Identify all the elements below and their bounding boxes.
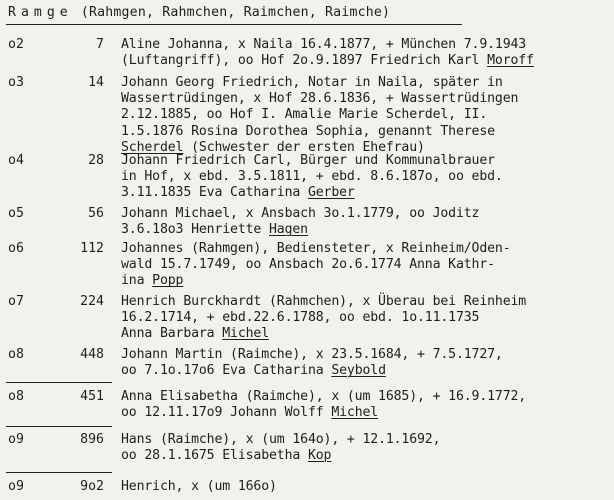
surname-header: [8, 5, 390, 20]
entry-text: [121, 347, 611, 379]
surname-underlined: Michel: [222, 326, 270, 342]
entry-text: [121, 75, 611, 156]
entry-text-segment: ina: [121, 273, 153, 289]
entry-line: [121, 479, 611, 495]
entry-text-segment: (Schwester der ersten Ehefrau): [183, 139, 425, 155]
entry-text: [121, 37, 611, 69]
entry-line: [121, 273, 611, 289]
generation-number: o2: [8, 37, 24, 52]
entry-text: [121, 153, 611, 202]
entry-text-segment: Johann Michael, x Ansbach 3o.1.1779, oo Joditz: [121, 206, 480, 221]
section-divider: [6, 382, 112, 383]
entry-line: [121, 310, 611, 326]
ancestor-number: 448: [80, 347, 104, 362]
generation-number: o6: [8, 241, 24, 256]
ancestor-number: 224: [80, 294, 104, 309]
entry-line: [121, 124, 611, 140]
entry-text-segment: oo 7.1o.17o6 Eva Catharina: [121, 363, 332, 379]
entry-text: [121, 479, 611, 495]
generation-number: o8: [8, 389, 24, 404]
entry-text-segment: Johannes (Rahmgen), Bediensteter, x Reinheim/Oden-: [121, 241, 511, 256]
entry-line: [121, 185, 611, 201]
entry-text-segment: Wassertrüdingen, x Hof 28.6.1836, + Wassertrüdingen: [121, 91, 519, 107]
entry-text-segment: Henrich, x (um 166o): [121, 479, 277, 494]
surname-variants: (Rahmgen, Rahmchen, Raimchen, Raimche): [80, 5, 391, 20]
generation-number: o9: [8, 432, 24, 447]
entry-text-segment: 3.11.1835 Eva Catharina: [121, 185, 308, 201]
entry-line: [121, 206, 611, 222]
entry-text: [121, 206, 611, 238]
surname-underlined: Moroff: [487, 53, 534, 69]
surname-underlined: Michel: [331, 405, 379, 421]
section-divider: [6, 472, 112, 473]
entry-text-segment: 3.6.18o3 Henriette: [121, 222, 270, 238]
section-divider: [6, 426, 112, 427]
ancestor-number: 112: [80, 241, 104, 256]
entry-text: [121, 241, 611, 290]
surname-underlined: Seybold: [331, 363, 386, 379]
entry-line: [121, 326, 611, 342]
surname: Ramge: [8, 5, 73, 20]
entry-text-segment: oo 12.11.17o9 Johann Wolff: [121, 405, 332, 421]
entry-text-segment: Henrich Burckhardt (Rahmchen), x Überau bei Reinheim: [121, 294, 527, 309]
ancestor-number: 451: [80, 389, 104, 404]
generation-number: o3: [8, 75, 24, 90]
ancestor-number: 28: [88, 153, 104, 168]
entry-line: [121, 257, 611, 273]
generation-number: o4: [8, 153, 24, 168]
entry-line: [121, 153, 611, 169]
entry-line: [121, 294, 611, 310]
entry-text-segment: Johann Martin (Raimche), x 23.5.1684, + 7.5.1727,: [121, 347, 503, 362]
entry-text: [121, 432, 611, 464]
entry-text-segment: oo 28.1.1675 Elisabetha: [121, 448, 308, 464]
entry-line: [121, 53, 611, 69]
entry-line: [121, 222, 611, 238]
entry-line: [121, 107, 611, 123]
ancestor-number: 56: [88, 206, 104, 221]
entry-line: [121, 389, 611, 405]
surname-underlined: Kop: [307, 448, 332, 464]
entry-text: [121, 294, 611, 343]
entry-text-segment: in Hof, x ebd. 3.5.1811, + ebd. 8.6.187o, oo ebd.: [121, 169, 503, 185]
entry-line: [121, 432, 611, 448]
entry-text-segment: (Luftangriff), oo Hof 2o.9.1897 Friedrich Karl: [121, 53, 488, 69]
entry-line: [121, 448, 611, 464]
entry-line: [121, 91, 611, 107]
header-underline: [6, 24, 462, 25]
entry-line: [121, 405, 611, 421]
surname-underlined: Popp: [152, 273, 184, 289]
entry-line: [121, 169, 611, 185]
entry-line: [121, 75, 611, 91]
surname-underlined: Hagen: [269, 222, 308, 238]
entry-text-segment: Anna Barbara: [121, 326, 223, 342]
ancestor-number: 7: [96, 37, 104, 52]
surname-underlined: Scherdel: [121, 139, 184, 155]
ancestor-number: 9o2: [80, 479, 104, 494]
ancestor-number: 896: [80, 432, 104, 447]
entry-text-segment: Aline Johanna, x Naila 16.4.1877, + München 7.9.1943: [121, 37, 527, 52]
entry-text-segment: Hans (Raimche), x (um 164o), + 12.1.1692,: [121, 432, 441, 447]
generation-number: o8: [8, 347, 24, 362]
entry-line: [121, 363, 611, 379]
entry-text-segment: 16.2.1714, + ebd.22.6.1788, oo ebd. 1o.11.1735: [121, 310, 480, 326]
entry-text-segment: Johann Friedrich Carl, Bürger und Kommunalbrauer: [121, 153, 495, 168]
entry-line: [121, 241, 611, 257]
entry-text-segment: 1.5.1876 Rosina Dorothea Sophia, genannt Therese: [121, 123, 495, 139]
entry-text-segment: Johann Georg Friedrich, Notar in Naila, später in: [121, 75, 503, 90]
surname-underlined: Gerber: [307, 185, 355, 201]
entry-text-segment: 2.12.1885, oo Hof I. Amalie Marie Scherdel, II.: [121, 107, 488, 123]
entry-text-segment: wald 15.7.1749, oo Ansbach 2o.6.1774 Anna Kathr-: [121, 257, 495, 273]
entry-line: [121, 347, 611, 363]
ancestor-number: 14: [88, 75, 104, 90]
generation-number: o9: [8, 479, 24, 494]
entry-text-segment: Anna Elisabetha (Raimche), x (um 1685), + 16.9.1772,: [121, 389, 527, 404]
generation-number: o5: [8, 206, 24, 221]
entry-text: [121, 389, 611, 421]
entry-line: [121, 37, 611, 53]
generation-number: o7: [8, 294, 24, 309]
